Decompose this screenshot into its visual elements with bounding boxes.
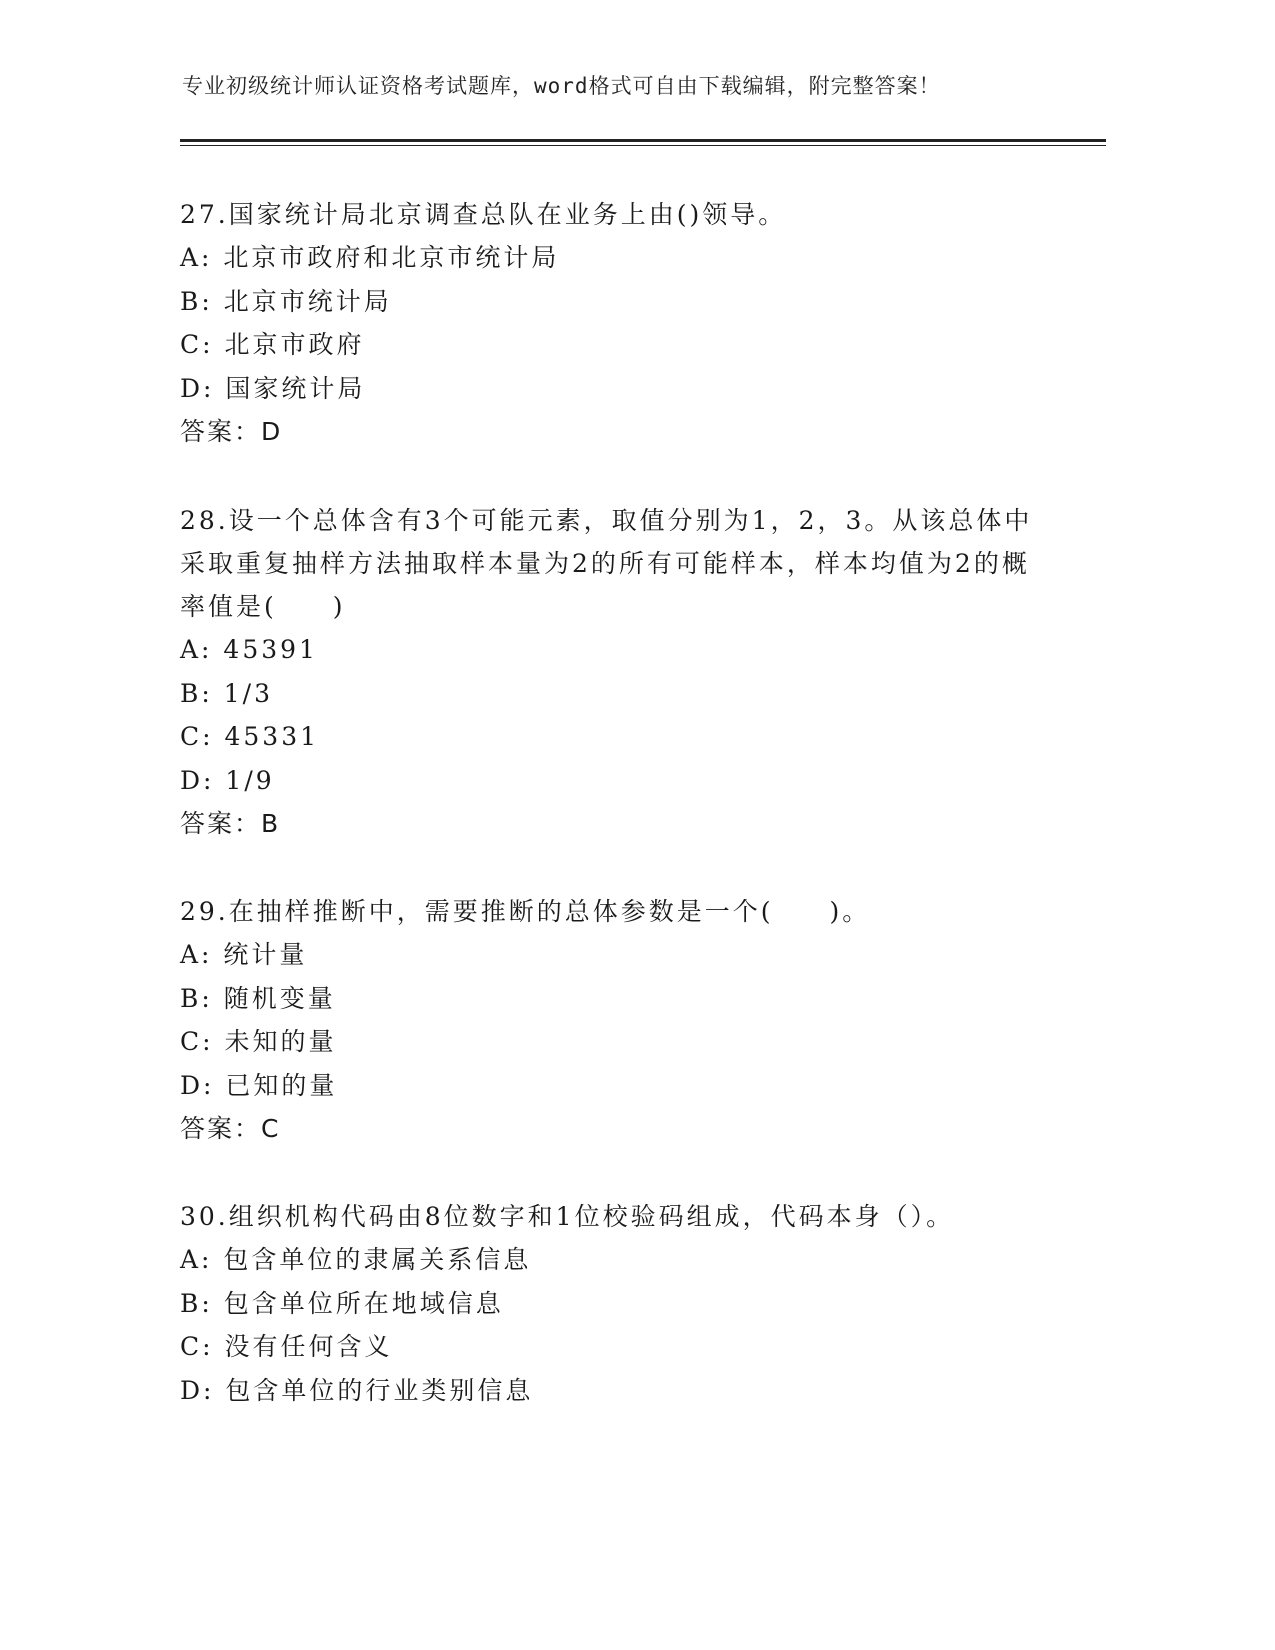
question-stem: 28.设一个总体含有3个可能元素，取值分别为1，2，3。从该总体中采取重复抽样方法抽取样本量为2的所有可能样本，样本均值为2的概率值是( ) xyxy=(180,506,1033,621)
option-c: C: 未知的量 xyxy=(180,1027,337,1056)
option-c: C: 45331 xyxy=(180,722,320,751)
answer: 答案：C xyxy=(180,1114,281,1143)
question-30 xyxy=(180,1195,1040,1412)
option-d: D: 包含单位的行业类别信息 xyxy=(180,1375,534,1405)
answer: 答案：D xyxy=(180,417,283,446)
option-a: A: 统计量 xyxy=(180,940,308,969)
answer: 答案：B xyxy=(180,809,281,838)
header-rule-thin xyxy=(180,145,1106,146)
option-a: A: 45391 xyxy=(180,635,318,664)
question-stem: 29.在抽样推断中，需要推断的总体参数是一个( )。 xyxy=(180,897,871,926)
option-c: C: 北京市政府 xyxy=(180,330,365,359)
question-stem: 30.组织机构代码由8位数字和1位校验码组成，代码本身（）。 xyxy=(180,1202,955,1231)
option-a: A: 北京市政府和北京市统计局 xyxy=(180,243,560,272)
option-c: C: 没有任何含义 xyxy=(180,1332,393,1361)
question-29 xyxy=(180,890,1040,1151)
question-27 xyxy=(180,193,1040,454)
option-b: B: 随机变量 xyxy=(180,983,336,1013)
option-d: D: 国家统计局 xyxy=(180,373,366,403)
option-d: D: 已知的量 xyxy=(180,1070,338,1100)
option-b: B: 1/3 xyxy=(180,678,273,708)
question-stem: 27.国家统计局北京调查总队在业务上由()领导。 xyxy=(180,200,787,229)
header-rule-thick xyxy=(180,139,1106,142)
option-b: B: 北京市统计局 xyxy=(180,286,392,316)
option-b: B: 包含单位所在地域信息 xyxy=(180,1288,504,1318)
option-a: A: 包含单位的隶属关系信息 xyxy=(180,1245,532,1274)
page-header: 专业初级统计师认证资格考试题库，word格式可自由下载编辑，附完整答案！ xyxy=(182,74,941,98)
question-28 xyxy=(180,499,1040,846)
option-d: D: 1/9 xyxy=(180,765,275,795)
